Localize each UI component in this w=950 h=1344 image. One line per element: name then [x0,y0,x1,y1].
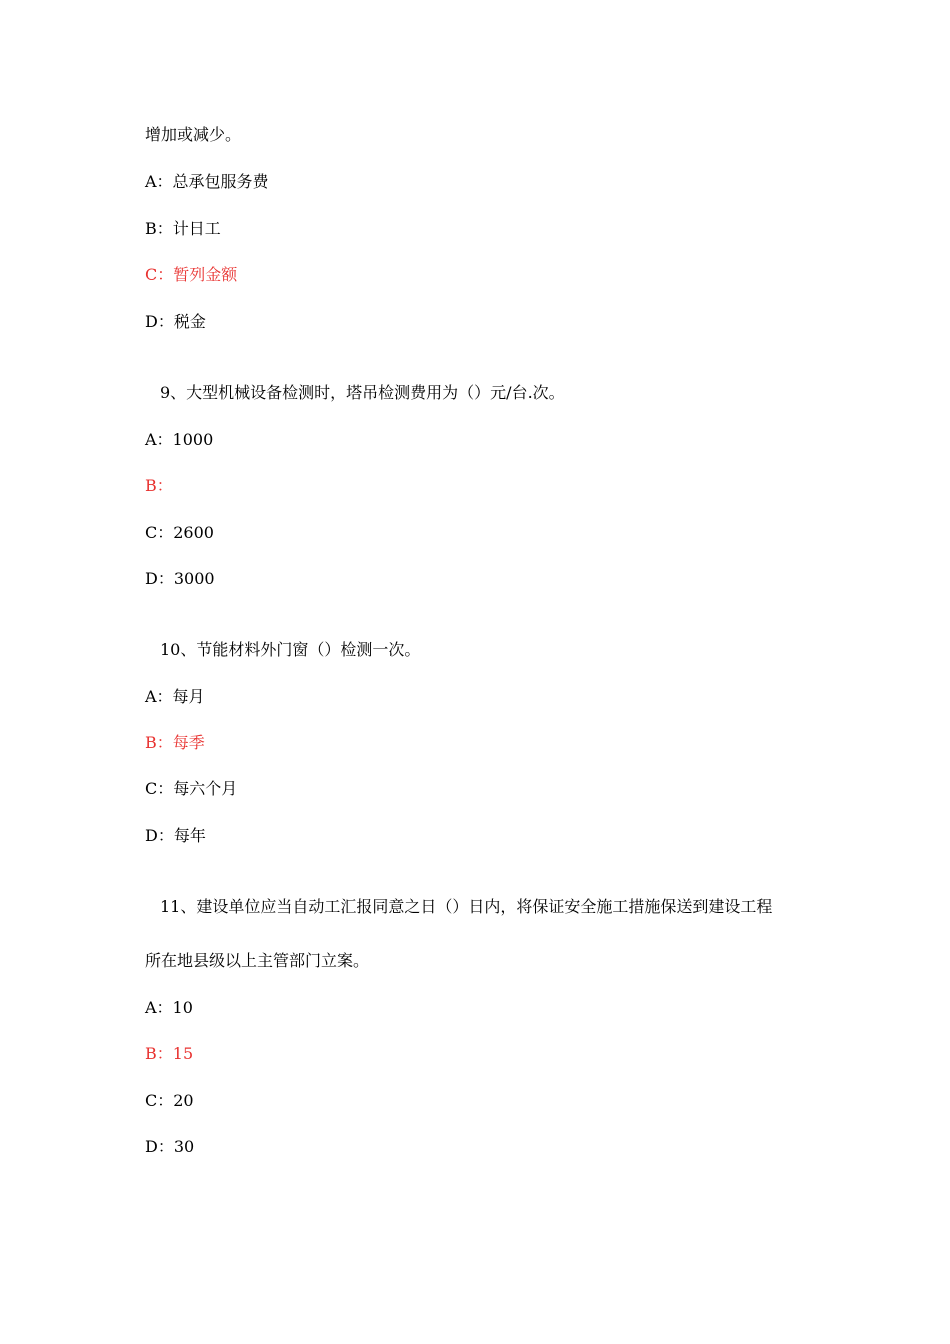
q11-option-a: A：10 [145,998,193,1017]
q10-option-a: A：每月 [145,687,205,706]
question-9: 9、大型机械设备检测时，塔吊检测费用为（）元/台.次。 [160,383,565,402]
question-8-continuation: 增加或减少。 [145,125,242,144]
q11-option-d: D：30 [145,1137,195,1156]
q11-option-c: C：20 [145,1091,194,1110]
q10-option-c: C：每六个月 [145,779,238,798]
q10-option-b-correct: B：每季 [145,733,205,752]
q8-option-a: A：总承包服务费 [145,172,269,191]
q8-option-c-correct: C：暂列金额 [145,265,238,284]
q11-option-b-correct: B：15 [145,1044,194,1063]
q9-option-c: C：2600 [145,523,214,542]
q8-option-d: D：税金 [145,312,206,331]
question-11-line-2: 所在地县级以上主管部门立案。 [145,951,370,970]
q10-option-d: D：每年 [145,826,206,845]
q9-option-a: A：1000 [145,430,214,449]
question-11-line-1: 11、建设单位应当自动工汇报同意之日（）日内，将保证安全施工措施保送到建设工程 [160,897,773,916]
q9-option-b-correct: B： [145,476,173,495]
q8-option-b: B：计日工 [145,219,221,238]
q9-option-d: D：3000 [145,569,215,588]
question-10: 10、节能材料外门窗（）检测一次。 [160,640,421,659]
